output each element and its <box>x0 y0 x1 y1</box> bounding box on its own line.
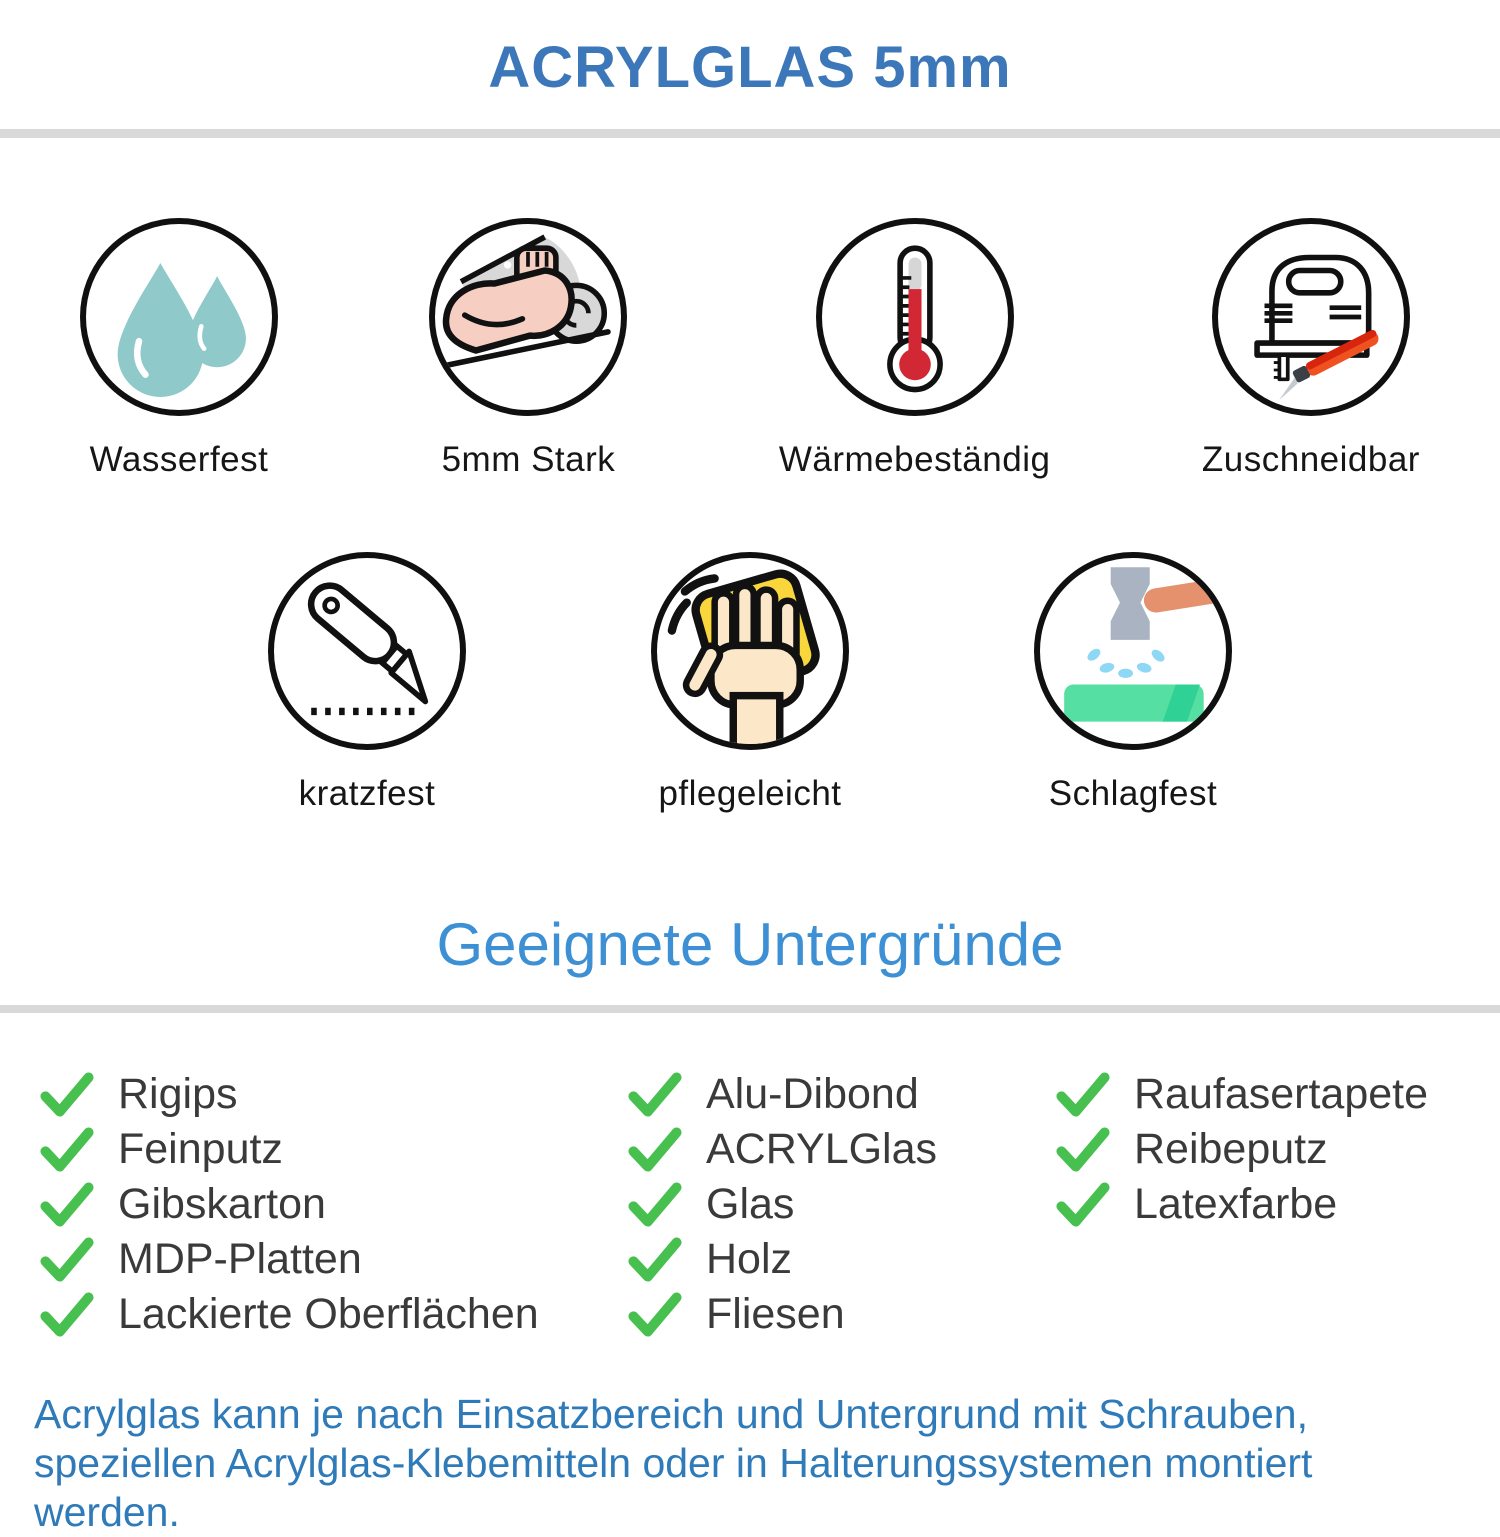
thermometer-icon <box>816 218 1014 416</box>
feature-label: pflegeleicht <box>658 774 842 813</box>
feature-label: 5mm Stark <box>441 440 616 479</box>
substrate-item: Raufasertapete <box>1056 1067 1500 1122</box>
substrates-column-1 <box>40 1067 628 1342</box>
feature-label: Zuschneidbar <box>1201 440 1420 479</box>
hand-cloth-icon <box>651 552 849 750</box>
substrate-item: Glas <box>628 1177 1056 1232</box>
features-row-1 <box>0 218 1500 480</box>
feature-label: Schlagfest <box>1048 774 1218 813</box>
checkmark-icon <box>628 1072 682 1117</box>
muscle-arm-icon <box>429 218 627 416</box>
feature-5mm-stark <box>429 218 627 480</box>
features-row-2 <box>0 552 1500 814</box>
substrate-item: Rigips <box>40 1067 628 1122</box>
feature-label: Wärmebeständig <box>778 440 1051 479</box>
checkmark-icon <box>628 1292 682 1337</box>
footer-line-1: Acrylglas kann je nach Einsatzbereich und Untergrund mit Schrauben, <box>34 1391 1308 1437</box>
checkmark-icon <box>1056 1127 1110 1172</box>
feature-label: Wasserfest <box>89 440 269 479</box>
feature-waermebestaendig <box>779 218 1051 480</box>
checkmark-icon <box>40 1127 94 1172</box>
infographic-page <box>0 34 1500 1534</box>
divider-top <box>0 129 1500 138</box>
substrates-column-3 <box>1056 1067 1500 1342</box>
jigsaw-knife-icon <box>1212 218 1410 416</box>
substrate-item: Gibskarton <box>40 1177 628 1232</box>
substrate-item: Feinputz <box>40 1122 628 1177</box>
checkmark-icon <box>1056 1072 1110 1117</box>
substrates-list <box>0 1067 1500 1342</box>
checkmark-icon <box>40 1182 94 1227</box>
substrates-column-2 <box>628 1067 1056 1342</box>
substrate-item: ACRYLGlas <box>628 1122 1056 1177</box>
checkmark-icon <box>1056 1182 1110 1227</box>
footer-note <box>0 1390 1500 1537</box>
substrate-item: Reibeputz <box>1056 1122 1500 1177</box>
substrate-item: Fliesen <box>628 1287 1056 1342</box>
substrate-item: Latexfarbe <box>1056 1177 1500 1232</box>
substrate-item: Lackierte Oberflächen <box>40 1287 628 1342</box>
checkmark-icon <box>628 1182 682 1227</box>
hammer-icon <box>1034 552 1232 750</box>
checkmark-icon <box>40 1237 94 1282</box>
feature-zuschneidbar <box>1202 218 1420 480</box>
feature-wasserfest <box>80 218 278 480</box>
substrate-item: Alu-Dibond <box>628 1067 1056 1122</box>
checkmark-icon <box>40 1072 94 1117</box>
feature-label: kratzfest <box>298 774 436 813</box>
checkmark-icon <box>628 1237 682 1282</box>
page-title: ACRYLGLAS 5mm <box>488 35 1012 100</box>
feature-schlagfest <box>1034 552 1232 814</box>
feature-kratzfest <box>268 552 466 814</box>
substrate-item: Holz <box>628 1232 1056 1287</box>
feature-pflegeleicht <box>651 552 849 814</box>
divider-middle <box>0 1005 1500 1013</box>
substrate-item: MDP-Platten <box>40 1232 628 1287</box>
section-title: Geeignete Untergründe <box>436 911 1064 978</box>
checkmark-icon <box>40 1292 94 1337</box>
water-drops-icon <box>80 218 278 416</box>
footer-line-2: speziellen Acrylglas-Klebemitteln oder in Halterungssystemen montiert werden. <box>34 1440 1313 1535</box>
checkmark-icon <box>628 1127 682 1172</box>
utility-knife-icon <box>268 552 466 750</box>
